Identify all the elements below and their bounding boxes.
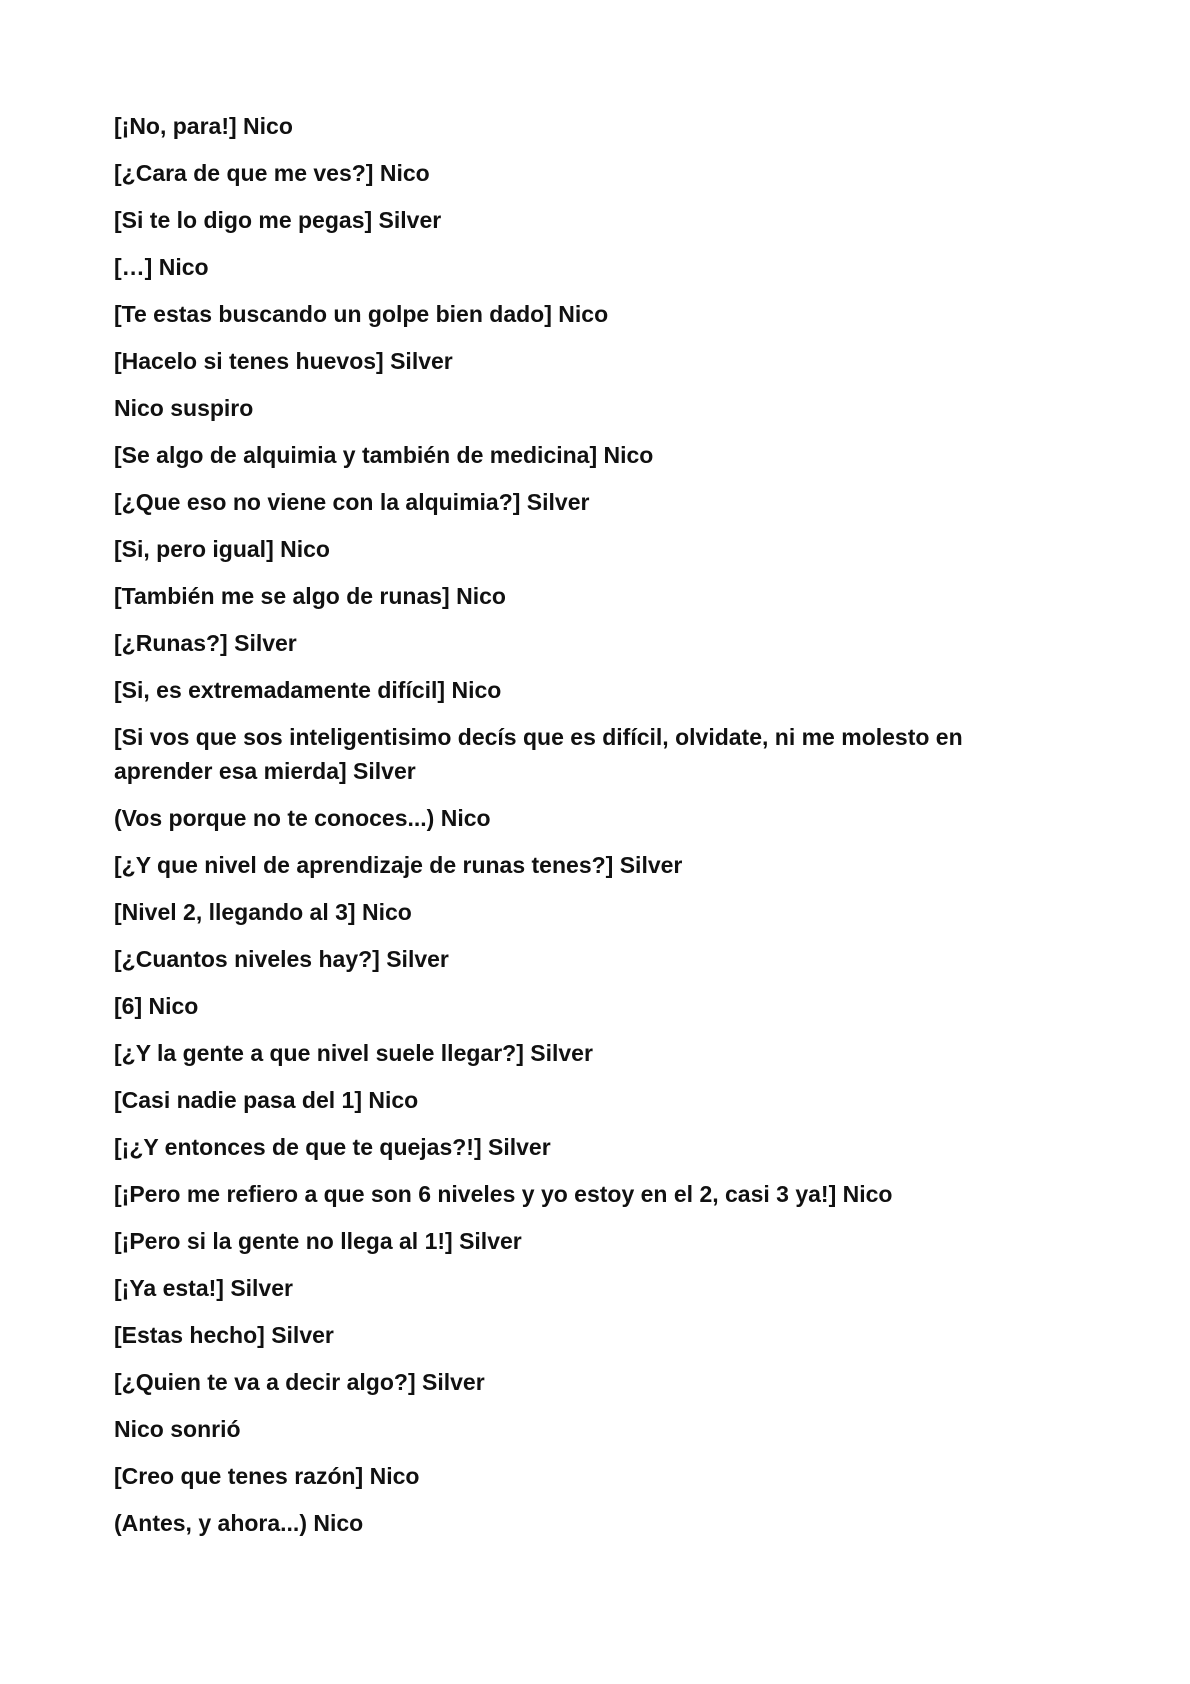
dialogue-line: [Te estas buscando un golpe bien dado] Nico <box>114 301 609 327</box>
dialogue-line: [Nivel 2, llegando al 3] Nico <box>114 899 412 925</box>
dialogue-line: [¡Pero me refiero a que son 6 niveles y yo estoy en el 2, casi 3 ya!] Nico <box>114 1181 893 1207</box>
dialogue-line: [¡¿Y entonces de que te quejas?!] Silver <box>114 1134 551 1160</box>
dialogue-line: [¿Y la gente a que nivel suele llegar?] Silver <box>114 1040 593 1066</box>
dialogue-line: [¿Runas?] Silver <box>114 630 297 656</box>
dialogue-line: [Estas hecho] Silver <box>114 1322 334 1348</box>
dialogue-line: [También me se algo de runas] Nico <box>114 583 506 609</box>
dialogue-line: [Casi nadie pasa del 1] Nico <box>114 1087 419 1113</box>
dialogue-line: [¿Que eso no viene con la alquimia?] Silver <box>114 489 590 515</box>
narration-line: Nico suspiro <box>114 395 254 421</box>
dialogue-line: [Si vos que sos inteligentisimo decís que es difícil, olvidate, ni me molesto en aprender esa mierda] Silver <box>114 724 963 784</box>
dialogue-line: [¿Y que nivel de aprendizaje de runas tenes?] Silver <box>114 852 683 878</box>
dialogue-line: [¡Pero si la gente no llega al 1!] Silver <box>114 1228 522 1254</box>
dialogue-line: [Hacelo si tenes huevos] Silver <box>114 348 453 374</box>
dialogue-text <box>114 109 1054 1553</box>
dialogue-line: […] Nico <box>114 254 209 280</box>
dialogue-line: [¡No, para!] Nico <box>114 113 293 139</box>
dialogue-line: [6] Nico <box>114 993 199 1019</box>
dialogue-line: [Si te lo digo me pegas] Silver <box>114 207 442 233</box>
dialogue-line: [Creo que tenes razón] Nico <box>114 1463 420 1489</box>
dialogue-line: [Si, pero igual] Nico <box>114 536 330 562</box>
dialogue-line: [¿Cara de que me ves?] Nico <box>114 160 430 186</box>
narration-line: Nico sonrió <box>114 1416 241 1442</box>
dialogue-line: [¿Cuantos niveles hay?] Silver <box>114 946 449 972</box>
dialogue-line: [¿Quien te va a decir algo?] Silver <box>114 1369 485 1395</box>
dialogue-line: [¡Ya esta!] Silver <box>114 1275 293 1301</box>
dialogue-line: [Se algo de alquimia y también de medicina] Nico <box>114 442 654 468</box>
dialogue-line: [Si, es extremadamente difícil] Nico <box>114 677 502 703</box>
thought-line: (Antes, y ahora...) Nico <box>114 1510 364 1536</box>
thought-line: (Vos porque no te conoces...) Nico <box>114 805 491 831</box>
